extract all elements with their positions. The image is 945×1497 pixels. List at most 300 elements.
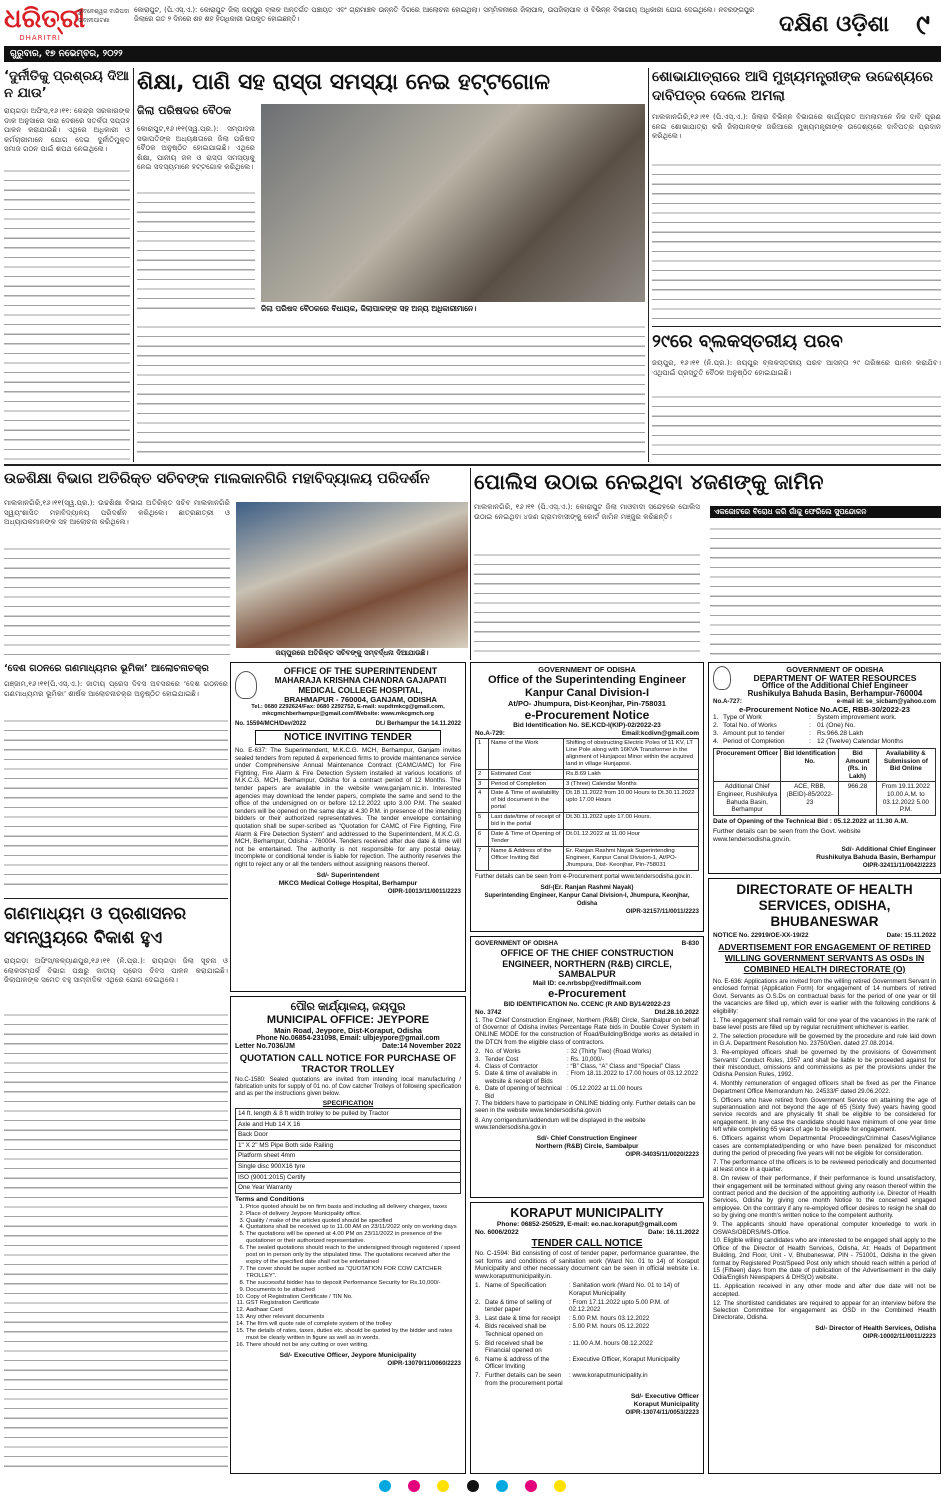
jeypore-title: MUNICIPAL OFFICE: JEYPORE <box>266 1014 430 1026</box>
row-label: Date & Time of availability of bid document in the portal <box>489 789 564 813</box>
left-top-kicker: ‘ଦୁର୍ନୀତିକୁ ପ୍ରଶ୍ରୟ ଦିଆ ନ ଯାଉ’ <box>4 69 129 101</box>
list-item <box>475 1063 699 1070</box>
banner-left-body: ମାଲକାନଗିରି,୧୬।୧୧(ସ୍ୱ.ପ୍ର.): ଉଚ୍ଚଶିକ୍ଷା ବିଭାଗ ଅତିରିକ୍ତ ସଚିବ ମାଲକାନଗିରି ସ୍ୱୟଂଶାସିତ ମହାବିଦ୍ୟାଳୟ ପରିଦର୍ଶନ କରିଥିଲେ। ଛାତ୍ରଛାତ୍ରୀ ଓ ଅଧ୍ୟାପକମାନଙ୍କ ସହ ଆଲୋଚନା କରିଥିଲେ। <box>4 498 230 527</box>
sambalpur-sig2: Northern (R&B) Circle, Sambalpur <box>535 1142 639 1150</box>
jeypore-spec-table <box>235 1108 461 1194</box>
column-rule <box>133 68 134 462</box>
row-label: Name & Address of the Officer Inviting Bid <box>489 846 564 870</box>
term-item: 16. There should not be any cutting or over writing. <box>246 1342 461 1349</box>
dhs-sig: Sd/- Director of Health Services, Odisha <box>815 1324 936 1332</box>
sambalpur-code: OIPR-34035/11/0020/2223 <box>625 1150 699 1158</box>
item-number: 3. <box>475 1314 481 1322</box>
item-label: Bids received shall be Technical opened on <box>485 1323 547 1338</box>
item-number: 2. <box>475 1048 481 1056</box>
item-number: 3. <box>713 730 719 737</box>
term-item: 10. Copy of Registration Certificate / TIN No. <box>246 1294 461 1301</box>
spec-cell: 14 ft. length & 8 ft width trolley to be pulled by Tractor <box>236 1109 461 1120</box>
term-item: 12. Aadhaar Card <box>246 1307 461 1314</box>
registration-mark-icon <box>408 1480 420 1492</box>
kanpur-title2: Kanpur Canal Division-I <box>524 687 650 699</box>
left-mid-headline: ‘ଦେଶ ଗଠନରେ ଗଣମାଧ୍ୟମର ଭୂମିକା’ ଆଲୋଚନାଚକ୍ର <box>4 663 209 674</box>
koraput-notice: TENDER CALL NOTICE <box>531 1238 643 1249</box>
date-bar <box>4 46 941 62</box>
item-value: : 5.00 P.M. hours 03.12.2022 <box>569 1314 650 1322</box>
item-value: : “B” Class, “A” Class and “Special” Class <box>567 1062 681 1070</box>
banner-right-kicker: ଏକଜୋଟରେ ବିରୋଧ କରି ଗାଁକୁ ଫେରିଲେ ସୁପନ୍ଦୋଳନ <box>710 506 941 518</box>
right-mid-body: ଜୟପୁର, ୧୬।୧୧ (ନି.ପ୍ର.): ଜୟପୁର ବ୍ଲକସ୍ତରୀୟ ପରବ ଆସନ୍ତା ୨୯ ତାରିଖରେ ପାଳନ କରାଯିବ। ଏଥିପାଇଁ ପ୍ରସ୍ତୁତି ବୈଠକ ଅନୁଷ୍ଠିତ ହୋଇଯାଇଛି। <box>652 358 941 377</box>
sambalpur-body: 1. The Chief Construction Engineer, Northern (R&B) Circle, Sambalpur on behalf of Governor of Odisha invites Percentage Rate bids in Double Cover System in ONLINE MODE for the construction of Road/Building/Bridge works as detailed in the DTCN from the eligible class of contractors. <box>475 1016 699 1046</box>
ticker: କୋରାପୁଟ, (ପି.ଏସ୍.ଏ.): କୋରାପୁଟ ଜିଲା ଜୟପୁର ବ୍ଲକ ଅନ୍ତର୍ଗତ ପଞ୍ଚାୟତ ଏବଂ ଗ୍ରାମାଞ୍ଚଳ ଉନ୍ନତି ଦିଗରେ ଆଲୋଚନା ହୋଇଥିଲା। ସମ୍ମିଳନୀରେ ଜିଲାପାଳ, ଉପଜିଲାପାଳ ଓ ବିଭିନ୍ନ ବିଭାଗୀୟ ଅଧିକାରୀ ଯୋଗ ଦେଇଥିଲେ। ନବରଙ୍ଗପୁର ଜିଲାରେ ଗତ ୨ ଦିନରେ ଶହ ଶହ ହିତାଧିକାରୀ ଉପକୃତ ହୋଇଛନ୍ତି। <box>134 6 754 23</box>
table-header-row <box>714 749 936 782</box>
item-number: 5. <box>475 1339 481 1347</box>
registration-mark-icon <box>554 1480 566 1492</box>
right-top-headline: ଶୋଭାଯାତ୍ରାରେ ଆସି ମୁଖ୍ୟମନ୍ତ୍ରୀଙ୍କ ଉଦ୍ଦେଶ୍ୟରେ ଦାବିପତ୍ର ଦେଲେ ଅମଲା <box>652 69 933 104</box>
water-sig: Sd/- Additional Chief Engineer <box>841 845 936 853</box>
registration-mark-icon <box>467 1480 479 1492</box>
item-label: Name & address of the Officer Inviting <box>485 1355 550 1371</box>
lead-photo <box>261 104 645 302</box>
row-value: Dt.01.12.2022 at 11.00 Hour <box>564 829 699 846</box>
row-number: 5 <box>476 813 489 830</box>
koraput-items <box>475 1282 699 1387</box>
item-number: 6. <box>475 1085 481 1093</box>
ad-directorate-health <box>708 878 941 1474</box>
koraput-sig2: Koraput Municipality <box>633 1401 699 1409</box>
column-rule <box>648 68 649 462</box>
water-title2: Office of the Additional Chief Engineer <box>761 681 909 690</box>
table-row <box>476 779 699 789</box>
sambalpur-dtd: Dtd.28.10.2022 <box>654 1008 699 1016</box>
right-mid-headline: ୨୯ରେ ବ୍ଲକସ୍ତରୀୟ ପରବ <box>652 331 843 352</box>
koraput-title: KORAPUT MUNICIPALITY <box>510 1206 664 1220</box>
banner-left-photo <box>236 502 468 648</box>
lead-photo-caption: ଜିଲା ପରିଷଦ ବୈଠକରେ ବିଧାୟକ, ଜିଲାପାଳଙ୍କ ସହ ଅନ୍ୟ ଅଧିକାରୀମାନେ। <box>261 304 477 313</box>
item-colon: : <box>809 738 811 745</box>
list-item <box>713 738 936 746</box>
lead-headline: ଶିକ୍ଷା, ପାଣି ସହ ରାସ୍ତା ସମସ୍ୟା ନେଇ ହଟ୍ଟଗୋଳ <box>137 70 551 95</box>
item-value: 12 (Twelve) Calendar Months <box>817 738 904 745</box>
left-bottom-body: ରାୟଗଡ଼ା ଅଫିସ/କଳ୍ୟାଣପୁର,୧୬।୧୧ (ନି.ପ୍ର.): ରାୟଗଡ଼ା ଜିଲା ସୂଚନା ଓ ଲୋକସମ୍ପର୍କ ବିଭାଗ ପକ୍ଷରୁ ଜାତୀୟ ପ୍ରେସ ଦିବସ ପାଳନ କରାଯାଇଛି। ଜିଲାପାଳଙ୍କ ସମେତ ବହୁ ସାମ୍ବାଦିକ ଏଥିରେ ଯୋଗ ଦେଇଥିଲେ। <box>4 956 228 985</box>
list-item <box>475 1056 699 1063</box>
sambalpur-no: No. 3742 <box>475 1008 502 1016</box>
paragraph: 1. The engagement shall remain valid for one year of the vacancies in the rank of base level posts are filled up by regular recruitment whichever is earlier. <box>713 1016 936 1031</box>
right-top-body-lines <box>652 158 941 322</box>
list-item <box>475 1085 699 1100</box>
item-label: No. of Works <box>485 1048 521 1056</box>
kanpur-foot: Further details can be seen from e-Procurement portal www.tendersodisha.gov.in. <box>475 873 692 880</box>
item-label: Bid received shall be Financial opened on <box>485 1339 544 1355</box>
item-number: 2. <box>475 1298 481 1306</box>
table-header-cell: Availability & Submission of Bid Online <box>876 749 935 782</box>
row-number: 2 <box>476 769 489 779</box>
left-bottom-lines <box>4 1008 228 1474</box>
registration-mark-icon <box>496 1480 508 1492</box>
paragraph: No. E-636: Applications are invited from the willing retired Government Servant in enclosed format (Application Form) for engagement of 14 numbers of retired Govt. Servants as O.S.Ds on contractual basis for the period of one year or till the vacancies are filled up, which ever is earlier with the following conditions & eligibility: <box>713 978 936 1015</box>
paragraph: 7. The performance of the officers is to be reviewed periodically and documented at least once in a quarter. <box>713 1158 936 1174</box>
row-value: Dt.18.11.2022 from 10.00 Hours to Dt.30.11.2022 upto 17.00 Hours <box>564 789 699 813</box>
list-item <box>713 714 936 722</box>
term-item: 7. The cover should be super scribed as “QUOTATION FOR COW CATCHER TROLLEY”. <box>246 1266 461 1280</box>
water-notice: e-Procurement Notice No.ACE, RBB-30/2022-23 <box>739 705 910 714</box>
sambalpur-b: B-830 <box>681 940 699 947</box>
dhs-code: OIPR-10002/11/0011/2223 <box>862 1332 936 1340</box>
term-item: 4. Quotations shall be received up to 11.00 AM on 23/11/2022 only on working days <box>246 1224 461 1231</box>
mkcg-sig2: MKCG Medical College Hospital, Berhampur <box>278 879 418 887</box>
row-label: Date & Time of Opening of Tender <box>489 829 564 846</box>
item-number: 6. <box>475 1355 481 1363</box>
water-items <box>713 714 936 746</box>
story-banner-right <box>474 468 941 660</box>
term-item: 13. Any other relevant documents <box>246 1314 461 1321</box>
kanpur-sig2: Superintending Engineer, Kanpur Canal Division-I, Jhumpura, Keonjhar, Odisha <box>484 892 690 907</box>
item-number: 4. <box>713 738 719 745</box>
masthead <box>4 4 941 64</box>
item-colon: : <box>809 714 811 721</box>
lead-body: କୋରାପୁଟ,୧୬।୧୧(ସ୍ୱ.ପ୍ର.): ସମ୍ପାଦନା ସଭାପତିଙ୍କ ଅଧ୍ୟକ୍ଷତାରେ ଜିଲା ପରିଷଦ ବୈଠକ ଅନୁଷ୍ଠିତ ହୋଇଯାଇଛି। ଏଥିରେ ଶିକ୍ଷା, ପାନୀୟ ଜଳ ଓ ରାସ୍ତା ସମସ୍ୟାକୁ ନେଇ ସଦସ୍ୟମାନେ ହଟ୍ଟଗୋଳ କରିଥିଲେ। <box>137 124 255 172</box>
row-label: Last date/time of receipt of bid in the portal <box>489 813 564 830</box>
paragraph: 9. The applicants should have operational computer knowledge to work in OSWAS/OBDRS/MS-Office. <box>713 1221 936 1236</box>
dhs-paras <box>713 978 936 1322</box>
jeypore-addr: Main Road, Jeypore, Dist-Koraput, Odisha <box>274 1026 422 1035</box>
term-item: 8. The successful bidder has to deposit Performance Security for Rs.10,000/- <box>246 1280 461 1287</box>
page-number: ୯ <box>916 8 930 41</box>
spec-row <box>236 1151 461 1162</box>
table-row <box>476 829 699 846</box>
kanpur-email: Email:kcdivn@gmail.com <box>621 730 699 737</box>
ad-kanpur-canal <box>470 662 704 932</box>
story-banner-left <box>4 468 468 660</box>
list-item <box>475 1315 699 1323</box>
kanpur-addr: At/PO- Jhumpura, Dist-Keonjhar, Pin-758031 <box>508 699 666 708</box>
kanpur-code: OIPR-32157/11/0011/2223 <box>625 907 699 915</box>
table-header-cell: Bid Identification No. <box>781 749 839 782</box>
row-value: 3 (Three) Calendar Months <box>564 779 699 789</box>
ad-koraput-municipality <box>470 1202 704 1474</box>
dhs-title: DIRECTORATE OF HEALTH SERVICES, ODISHA, BHUBANESWAR <box>736 882 913 929</box>
water-gov: GOVERNMENT OF ODISHA <box>786 665 884 674</box>
item-value: : 32 (Thirty Two) (Road Works) <box>567 1048 652 1056</box>
item-value: : Rs. 10,000/- <box>567 1055 605 1063</box>
left-bottom-headline: ଗଣମାଧ୍ୟମ ଓ ପ୍ରଶାସନର ସମନ୍ୱୟରେ ବିକାଶ ହୁଏ <box>4 904 187 948</box>
mkcg-code: OIPR-10013/11/0011/2223 <box>387 887 461 895</box>
koraput-no: No. 6006/2022 <box>475 1229 519 1236</box>
story-left-mid <box>4 662 228 894</box>
item-label: Type of Work <box>723 714 762 721</box>
sambalpur-email: Mail ID: ce.nrbsbp@rediffmail.com <box>532 979 642 987</box>
mkcg-title3: BRAHMAPUR - 760004, GANJAM, ODISHA <box>284 695 437 704</box>
item-colon: : <box>809 730 811 737</box>
row-label: Name of the Work <box>489 739 564 770</box>
item-label: Class of Contractor <box>485 1062 538 1070</box>
row-number: 7 <box>476 846 489 870</box>
table-header-cell: Bid Amount (Rs. in Lakh) <box>839 749 876 782</box>
banner-left-photo-caption: ଜୟପୁରରେ ଅତିରିକ୍ତ ସଚିବଙ୍କୁ ସମ୍ବର୍ଦ୍ଧନା ଦିଆଯାଉଛି। <box>275 649 429 657</box>
paragraph: 4. Monthly remuneration of engaged officers shall be fixed as per the Finance Department Office Memorandum No. 24533/F dated 29.06.2022. <box>713 1080 936 1095</box>
sambalpur-bid: BID IDENTIFICATION No. CCENC (R AND B)/14/2022-23 <box>503 1000 671 1008</box>
mkcg-ref-date: Dt./ Berhampur the 14.11.2022 <box>375 721 461 727</box>
paragraph: 6. Officers against whom Departmental Proceedings/Criminal Cases/Vigilance cases are contemplated/pending or who have been penalized for misconduct during the period of preceding five years will not be eligible for consideration. <box>713 1135 936 1157</box>
spec-cell: Axle and Hub 14 X 16 <box>236 1119 461 1130</box>
table-cell: From 19.11.2022 10.00 A.M. to 03.12.2022 5.00 P.M. <box>876 782 935 815</box>
item-number: 1. <box>475 1282 481 1290</box>
story-right-mid <box>652 330 941 462</box>
sambalpur-sig: Sd/- Chief Construction Engineer <box>536 1134 638 1142</box>
paragraph: 10. Eligible willing candidates who are interested to be engaged shall apply to the Office of the Director of Health Services, Odisha, At: Heads of Department Building, 2nd Floor, Unit - V, Bhubaneswar, PIN - 751001, Odisha in the given format by Registered Post/Speed Post only which should reach within a period of 15 (Fifteen) days from the date of publication of the Advertisement in the daily Odia/English Newspapers & DHS(O) website. <box>713 1237 936 1282</box>
spec-row <box>236 1119 461 1130</box>
item-number: 7. <box>475 1371 481 1379</box>
water-code: OIPR-32411/11/0042/2223 <box>862 861 936 869</box>
left-mid-body: ଗଞ୍ଜାମ,୧୬।୧୧(ପି.ଏସ୍.ଏ.): ଜାତୀୟ ପ୍ରେସ ଦିବସ ଅବସରରେ ‘ଦେଶ ଗଠନରେ ଗଣମାଧ୍ୟମର ଭୂମିକା’ ଶୀର୍ଷକ ଆଲୋଚନାଚକ୍ର ଅନୁଷ୍ଠିତ ହୋଇଯାଇଛି। <box>4 679 228 698</box>
jeypore-odia-title: ପୌର କାର୍ଯ୍ୟାଳୟ, ଜୟପୁର <box>290 1001 406 1013</box>
left-top-body-lines <box>4 164 130 460</box>
jeypore-terms-title: Terms and Conditions <box>235 1195 305 1203</box>
item-value: : Sanitation work (Ward No. 01 to 14) of Koraput Municipality <box>569 1282 680 1297</box>
water-email: e-mail id: se_sicbam@yahoo.com <box>836 698 936 705</box>
koraput-sig: Sd/- Executive Officer <box>630 1393 699 1401</box>
story-rule <box>4 898 228 899</box>
table-cell: 966.28 <box>839 782 876 815</box>
water-foot: Further details can be seen from the Govt. website www.tendersodisha.gov.in. <box>713 827 861 843</box>
list-item <box>475 1356 699 1371</box>
jeypore-notice: QUOTATION CALL NOTICE FOR PURCHASE OF TRACTOR TROLLEY <box>239 1053 457 1075</box>
jeypore-body: No.C-1580: Sealed quotations are invited from intending local manufacturing / fabrication units for supply of 01 no. of Cow catcher Trolleys of following specification and as per the instructions given below. <box>235 1077 461 1097</box>
item-label: Tender Cost <box>485 1055 519 1063</box>
table-header-cell: Procurement Officer <box>714 749 781 782</box>
term-item: 3. Quality / make of the articles quoted should be specified <box>246 1218 461 1225</box>
tagline: ଭୁବନେଶ୍ୱର ବାରିପଦା ଭବାନୀପାଟଣା <box>78 8 130 24</box>
right-top-body: ମାଲକାନଗିରି,୧୬।୧୧ (ପି.ଏସ୍.ଏ.): ଜିଲାର ବିଭିନ୍ନ ବିଭାଗରେ କାର୍ଯ୍ୟରତ ଅମଲାମାନେ ନିଜ ଦାବି ପୂରଣ ନେଇ ଶୋଭାଯାତ୍ରା କରି ଜିଲାପାଳଙ୍କ ଜରିଆରେ ମୁଖ୍ୟମନ୍ତ୍ରୀଙ୍କ ଉଦ୍ଦେଶ୍ୟରେ ଦାବିପତ୍ର ପ୍ରଦାନ କରିଥିଲେ। <box>652 112 941 141</box>
right-mid-body-lines <box>652 390 941 460</box>
jeypore-spec-title: SPECIFICATION <box>322 1100 374 1107</box>
sambalpur-notice: e-Procurement <box>548 987 626 1000</box>
table-row <box>476 769 699 779</box>
dhs-date: Date: 15.11.2022 <box>886 932 936 939</box>
item-number: 1. <box>713 714 719 721</box>
banner-left-lines <box>4 542 230 660</box>
sambalpur-items <box>475 1048 699 1100</box>
list-item <box>475 1048 699 1055</box>
water-sig2: Rushikulya Bahuda Basin, Berhampur <box>816 853 936 861</box>
item-label: Name of Specification <box>485 1282 547 1290</box>
item-value: : Executive Officer, Koraput Municipality <box>569 1355 680 1363</box>
paragraph: 8. On review of their performance, if their performance is found unsatisfactory, their engagement will be terminated without giving any reason thereof within the contract period and the decision of the appointing authority i.e. Director of Health Services, Odisha by giving one month Notice to the concerned engaged employee. On the contrary if any re-employed officer desires to resign he shall do so by giving one month's written notice to the competent authority. <box>713 1175 936 1220</box>
lead-body-lines-2 <box>137 320 645 460</box>
print-registration-bar <box>4 1480 941 1494</box>
item-label: Total No. of Works <box>723 722 777 729</box>
paragraph: 2. The selection procedure will be governed by the procedure and rule laid down in G.A. Department Resolution No. 23750/Gen. dated 27.08.2014. <box>713 1032 936 1048</box>
table-row <box>476 789 699 813</box>
sambalpur-title: OFFICE OF THE CHIEF CONSTRUCTION ENGINEER, NORTHERN (R&B) CIRCLE, SAMBALPUR <box>500 948 674 979</box>
paragraph: 3. Re-employed officers shall be governed by the provisions of Government Servants' Conduct Rules, 1957 and shall be liable to be proceeded against for their misconduct, omissions and commissions as per the provisions under the Odisha Pension Rules, 1992. <box>713 1049 936 1079</box>
mkcg-title: OFFICE OF THE SUPERINTENDENT <box>283 666 438 676</box>
koraput-date: Date: 16.11.2022 <box>648 1229 699 1236</box>
item-value: : 5.00 P.M. hours 05.12.2022 <box>569 1323 650 1331</box>
emblem-icon <box>713 666 731 690</box>
ad-jeypore-quotation <box>230 996 466 1474</box>
spec-row <box>236 1161 461 1172</box>
story-lead <box>137 68 645 462</box>
term-item: 11. GST Registration Certificate <box>246 1300 461 1307</box>
term-item: 2. Place of delivery Jeypore Municipality office. <box>246 1211 461 1218</box>
jeypore-terms <box>235 1204 461 1349</box>
registration-mark-icon <box>525 1480 537 1492</box>
mkcg-notice: NOTICE INVITING TENDER <box>255 730 441 745</box>
kanpur-title: Office of the Superintending Engineer <box>487 674 686 686</box>
row-value: Shifting of obstructing Electric Poles of 11 KV, LT Line Pole along with 16KVA Transformer in the alignment of Hunjaposi Minor within the acquired land in village Hunjaposi. <box>564 739 699 770</box>
water-no: No.A-727: <box>713 698 742 705</box>
spec-cell: Back Door <box>236 1130 461 1141</box>
row-label: Period of Completion <box>489 779 564 789</box>
table-cell: Additional Chief Engineer, Rushikulya Bahuda Basin, Berhampur <box>714 782 781 815</box>
mkcg-sig: Sd/- Superintendent <box>316 871 380 879</box>
registration-mark-icon <box>437 1480 449 1492</box>
list-item <box>475 1282 699 1297</box>
term-item: 5. The quotations will be opened at 4.00 PM on 23/11/2022 in presence of the quotationer or their authorized representative. <box>246 1231 461 1245</box>
banner-right-body: ମାଲକାନଗିରି, ୧୬।୧୧ (ପି.ଏସ୍.ଏ.): କୋରାପୁଟ ଜିଲା ମାଓବାଦୀ ସନ୍ଦେହରେ ପୋଲିସ ଉଠାଇ ନେଇଥିବା ୪ଜଣ ଗ୍ରାମବାସୀଙ୍କୁ କୋର୍ଟ ଜାମିନ ମଞ୍ଜୁର କରିଛନ୍ତି। <box>474 502 700 521</box>
item-number: 5. <box>475 1070 481 1078</box>
mkcg-ref: No. 15594/MCH/Dev/2022 <box>235 721 307 727</box>
ad-sambalpur-eprocurement <box>470 936 704 1198</box>
item-number: 2. <box>713 722 719 729</box>
logo-sub: DHARITRI <box>19 34 61 42</box>
sambalpur-body2: 7. The bidders have to participate in ONLINE bidding only. Further details can be seen in the website www.tendersodisha.gov.in <box>475 1099 696 1115</box>
spec-row <box>236 1130 461 1141</box>
spec-cell: ISO (9001:2015) Certify <box>236 1172 461 1183</box>
row-number: 4 <box>476 789 489 813</box>
mkcg-title2: MAHARAJA KRISHNA CHANDRA GAJAPATI MEDICAL COLLEGE HOSPITAL, <box>274 676 447 695</box>
table-cell: ACE, RBB, (BEID)-85/2022-23 <box>781 782 839 815</box>
item-label: Date & time of selling of tender paper <box>485 1298 552 1314</box>
item-value: : From 18.11.2022 to 17.00 hours of 03.12.2022 <box>567 1070 698 1078</box>
item-label: Date of opening of technical Bid <box>485 1085 562 1100</box>
term-item: 15. The details of rates, taxes, duties etc. should be quoted by the bidder and rates must be clearly written in figure as well as in words. <box>246 1328 461 1342</box>
spec-cell: Single disc 900X16 tyre <box>236 1161 461 1172</box>
list-item <box>475 1323 699 1338</box>
item-label: Further details can be seen from the procurement portal <box>485 1371 563 1387</box>
ad-mkcg-tender <box>230 662 466 992</box>
item-value: System improvement work. <box>817 714 897 721</box>
item-value: : 05.12.2022 at 11.00 hours <box>567 1085 643 1093</box>
term-item: 1. Price quoted should be on firm basis and including all delivery charges, taxes <box>246 1204 461 1211</box>
item-number: 4. <box>475 1062 481 1070</box>
jeypore-letter: Letter No.7036/JM <box>235 1043 295 1050</box>
kanpur-gov: GOVERNMENT OF ODISHA <box>538 665 636 674</box>
story-left-top <box>4 68 130 462</box>
list-item <box>475 1340 699 1355</box>
row-number: 1 <box>476 739 489 770</box>
logo <box>4 4 86 44</box>
logo-text: ଧରିତ୍ରୀ <box>4 4 86 34</box>
item-number: 3. <box>475 1055 481 1063</box>
water-title3: Rushikulya Bahuda Basin, Berhampur-760004 <box>747 689 923 698</box>
item-label: Date & time of available in website & receipt of Bids <box>485 1070 557 1085</box>
koraput-body: No. C-1594: Bid consisting of cost of tender paper, performance guarantee, the set forms and conditions of sanitation work (Ward No. 01 to 14) of Koraput Municipality and other necessary document can be seen in official website i.e. www.koraputmunicipality.in. <box>475 1250 699 1280</box>
term-item: 6. The sealed quotations should reach to the undersigned through registered / speed post on in person only by the stipulated time. The quotations received after the expiry of the specified date shall not be entertained <box>246 1245 461 1266</box>
table-row <box>476 739 699 770</box>
water-title: DEPARTMENT OF WATER RESOURCES <box>753 673 917 683</box>
section-title: ଦକ୍ଷିଣ ଓଡ଼ିଶା <box>778 12 890 37</box>
row-value: Er. Ranjan Rashmi Nayak Superintending Engineer, Kanpur Canal Division-1, At/PO- Jhumpura, Dist- Keonjhar, Pin-758031 <box>564 846 699 870</box>
list-item <box>475 1372 699 1387</box>
koraput-code: OIPR-13074/11/0053/2223 <box>625 1409 699 1417</box>
spec-cell: Platform sheet 4mm <box>236 1151 461 1162</box>
jeypore-sig: Sd/- Executive Officer, Jeypore Municipality <box>279 1351 417 1359</box>
kanpur-table <box>475 738 699 871</box>
mkcg-body: No. E-637: The Superintendent, M.K.C.G. MCH, Berhampur, Ganjam invites sealed tenders from reputed & experienced firms to provide maintenance service under Comprehensive Annual Maintenance Contract (CAMC/AMC) for Fire Fighting, Fire Alarm & Fire Detection System installed at various locations of M.K.C.G. MCH, Berhampur, Odisha for a contract period of 12 Months. The tender papers are available in the website www.ganjam.nic.in. Interested agencies may download the tender papers, complete the same and send to the office of the undersigned on or before 12.12.2022 upto 3.00 P.M. The sealed tenders will be opened on the same day at 4.30 P.M. in presence of the intending bidders or their authorized representatives. The tender envelope containing quotation shall be super-scribed as “Quotation for CAMC of Fire Fighting, Fire Alarm & Fire Detection System” and addressed to the Superintendent, M.K.C.G. MCH, Berhampur, Odisha - 760004. Tenders received after due date & time will not be entertained. The authority is not responsible for any postal delay. Incomplete or conditional tender is liable for rejection. The authority reserves the right to reject any or all the tenders without assigning reasons thereof. <box>235 747 461 868</box>
mkcg-contact: Tel.: 0680 2292624/Fax: 0680 2292752, E-mail: supdtmkcg@gmail.com, mkcgmchberhampur@gmail.com/Website: www.mkcgmch.org <box>251 704 445 717</box>
table-row <box>476 813 699 830</box>
spec-row <box>236 1140 461 1151</box>
kanpur-sig: Sd/-(Er. Ranjan Rashmi Nayak) <box>540 883 634 891</box>
banner-right-lines-1 <box>474 548 700 660</box>
item-label: Period of Completion <box>723 738 785 745</box>
item-value: Rs.966.28 Lakh <box>817 730 864 737</box>
kanpur-notice: e-Procurement Notice <box>524 708 650 722</box>
row-number: 6 <box>476 829 489 846</box>
column-rule <box>470 468 471 660</box>
term-item: 14. The firm will quote rate of complete system of the trolley <box>246 1321 461 1328</box>
jeypore-phone: Phone No.06854-231098, Email: ulbjeypore@gmail.com <box>256 1035 440 1042</box>
story-left-bottom <box>4 902 228 1476</box>
item-colon: : <box>809 722 811 729</box>
sambalpur-gov: GOVERNMENT OF ODISHA <box>475 940 559 947</box>
kanpur-bid: Bid Identification No. SE.KCD-I(KIP)-02/2022-23 <box>513 722 661 729</box>
paragraph: 5. Officers who have retired from Government Service on attaining the age of superannuation and not beyond the age of 65 (Sixty five) years having good service records and are physically fit shall be eligible to be considered for engagement. In any case the candidate should have minimum of one year time left while completing 65 years of age to be eligible for engagement. <box>713 1096 936 1134</box>
item-number: 4. <box>475 1323 481 1331</box>
left-top-body: ରାୟଗଡ଼ା ଅଫିସ,୧୬।୧୧: କେନ୍ଦ୍ର ସରକାରଙ୍କ ଡାକ ଅନୁସାରେ ସାରା ଦେଶରେ ସତର୍କତା ସପ୍ତାହ ପାଳନ କରାଯାଉଛି। ଏଥିରେ ଅଧିକାରୀ ଓ କର୍ମଚାରୀମାନେ ଯୋଗ ଦେଇ ଦୁର୍ନୀତିମୁକ୍ତ ସମାଜ ଗଠନ ପାଇଁ ଶପଥ ନେଇଥିଲେ। <box>4 106 130 154</box>
item-value: : From 17.11.2022 upto 5.00 P.M. of 02.12.2022 <box>569 1298 669 1314</box>
dhs-notice: ADVERTISEMENT FOR ENGAGEMENT OF RETIRED WILLING GOVERNMENT SERVANTS AS OSDs IN COMBINED HEALTH DIRECTORATE (O) <box>718 942 931 974</box>
jeypore-code: OIPR-13079/11/0060/2223 <box>387 1359 461 1367</box>
spec-row <box>236 1172 461 1183</box>
water-opening: Date of Opening of the Technical Bid : 05.12.2022 at 11.30 A.M. <box>713 817 908 825</box>
story-rule <box>652 326 941 327</box>
jeypore-date: Date:14 November 2022 <box>382 1043 461 1050</box>
dhs-no: NOTICE No. 22919/OE-XX-19/22 <box>713 932 809 939</box>
banner-right-headline: ପୋଲିସ ଉଠାଇ ନେଇଥିବା ୪ଜଣଙ୍କୁ ଜାମିନ <box>474 470 824 494</box>
lead-subhead: ଜିଲା ପରିଷଦର ବୈଠକ <box>137 104 232 117</box>
lead-body-lines-1 <box>137 186 255 314</box>
list-item <box>475 1070 699 1085</box>
koraput-phone: Phone: 06852-250529, E-mail: eo.nac.koraput@gmail.com <box>496 1221 678 1228</box>
paragraph: 12. The shortlisted candidates are required to appear for an interview before the Selection Committee for engagement as OSD in the Combined Health Directorate, Odisha. <box>713 1299 936 1322</box>
banner-right-lines-2 <box>710 522 941 658</box>
paragraph: 11. Application received in any other mode and after due date will not be accepted. <box>713 1283 936 1298</box>
spec-row <box>236 1109 461 1120</box>
spec-row <box>236 1183 461 1194</box>
kanpur-no: No.A-729: <box>475 730 505 737</box>
registration-mark-icon <box>379 1480 391 1492</box>
row-number: 3 <box>476 779 489 789</box>
item-label: Last date & time for receipt <box>485 1314 561 1322</box>
banner-left-headline: ଉଚ୍ଚଶିକ୍ଷା ବିଭାଗ ଅତିରିକ୍ତ ସଚିବଙ୍କ ମାଲକାନଗିରି ମହାବିଦ୍ୟାଳୟ ପରିଦର୍ଶନ <box>4 471 430 487</box>
row-value: Dt.30.11.2022 upto 17.00 Hours. <box>564 813 699 830</box>
sambalpur-body3: 8. Any corrigendum/addendum will be displayed in the website www.tendersodisha.gov.in <box>475 1116 646 1132</box>
list-item <box>713 730 936 738</box>
list-item <box>713 722 936 730</box>
item-value: : 11.00 A.M. hours 08.12.2022 <box>569 1339 653 1347</box>
issue-date: ଗୁରୁବାର, ୧୭ ନଭେମ୍ବର, ୨୦୨୨ <box>10 49 123 59</box>
story-right-top <box>652 68 941 324</box>
ad-water-resources <box>708 662 941 874</box>
water-table <box>713 748 936 816</box>
table-row <box>714 782 936 815</box>
spec-cell: 1" X 2" MS Pipe Both side Railing <box>236 1140 461 1151</box>
row-label: Estimated Cost <box>489 769 564 779</box>
item-value: : www.koraputmunicipality.in <box>569 1371 648 1379</box>
spec-cell: One Year Warranty <box>236 1183 461 1194</box>
item-value: 01 (One) No. <box>817 722 856 729</box>
